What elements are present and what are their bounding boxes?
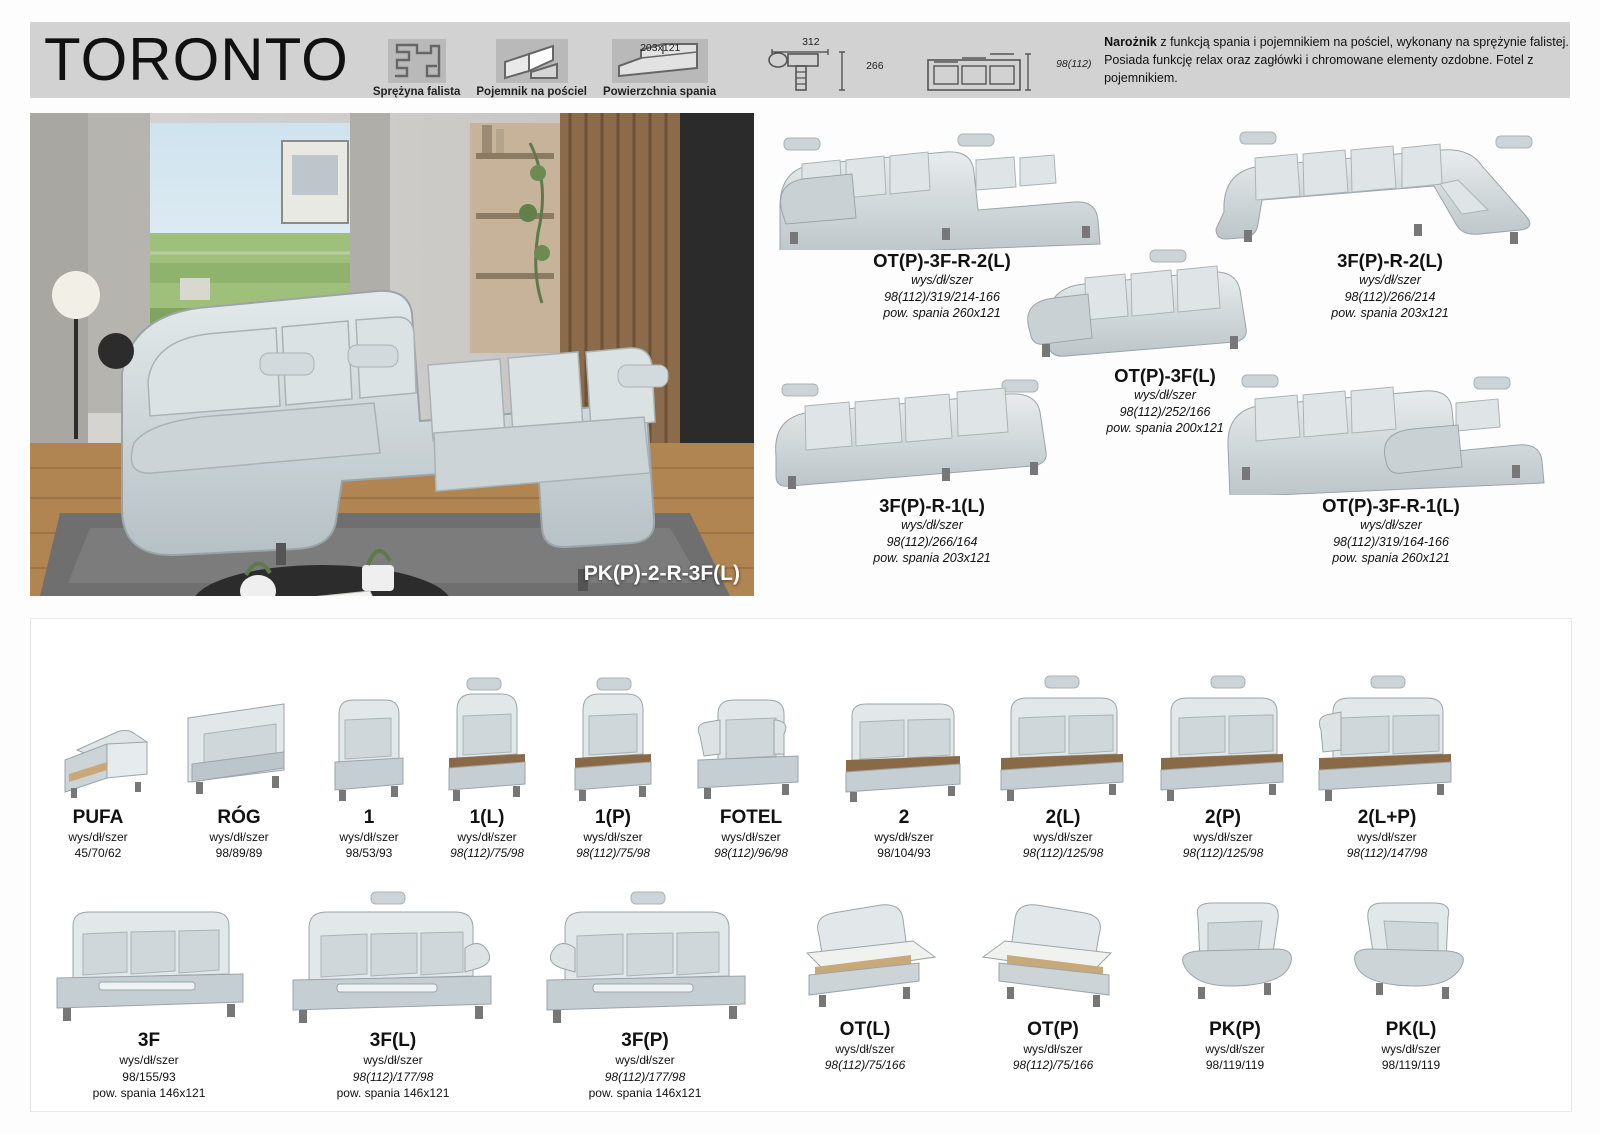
feature-label: Pojemnik na pościel — [476, 86, 587, 98]
variant-image — [1212, 365, 1570, 495]
module-row-2 — [31, 851, 1571, 1101]
module-dims: 98/89/89 — [215, 845, 263, 860]
variant-spec-label: wys/dł/szer — [1359, 273, 1421, 287]
module-image — [321, 678, 417, 803]
module-dims: 98(112)/125/98 — [1182, 845, 1264, 860]
module-name: PUFA — [72, 806, 124, 828]
module-spec-label: wys/dł/szer — [1023, 1041, 1083, 1056]
feature-label: Sprężyna falista — [372, 86, 461, 98]
module-dims: 98(112)/177/98 — [352, 1069, 434, 1084]
module-dims: 98(112)/125/98 — [1022, 845, 1104, 860]
variant-image — [1210, 120, 1570, 250]
module-image — [531, 886, 759, 1026]
module-dims: 98(112)/75/98 — [576, 845, 650, 860]
variant-name: OT(P)-3F-R-2(L) — [873, 250, 1011, 271]
module-spec-label: wys/dł/szer — [363, 1053, 423, 1068]
variant-image — [1000, 240, 1330, 365]
module-sleep: pow. spania 146x121 — [588, 1085, 702, 1100]
module-name: RÓG — [217, 806, 261, 828]
variant-sleep: pow. spania 203x121 — [1331, 306, 1449, 320]
module-image — [1309, 668, 1465, 803]
variant-name: OT(P)-3F(L) — [1114, 365, 1216, 386]
module-dims: 98(112)/75/166 — [824, 1057, 906, 1072]
module-spec-label: wys/dł/szer — [1193, 829, 1253, 844]
module-spec-label: wys/dł/szer — [119, 1053, 179, 1068]
variant-sleep: pow. spania 260x121 — [883, 306, 1001, 320]
module-2-p — [1143, 668, 1303, 861]
variant-spec-label: wys/dł/szer — [911, 273, 973, 287]
module-spec-label: wys/dł/szer — [1033, 829, 1093, 844]
module-2 — [825, 678, 983, 861]
module-name: 1 — [363, 806, 375, 828]
seat-depth-side-dimension: 266 — [866, 60, 884, 72]
module-ot-l — [771, 887, 959, 1101]
module-dims: 98/53/93 — [345, 845, 393, 860]
module-dims: 98(112)/96/98 — [714, 845, 788, 860]
module-name: OT(P) — [1027, 1018, 1079, 1040]
module-name: OT(L) — [839, 1018, 891, 1040]
variant-spec-label: wys/dł/szer — [901, 518, 963, 532]
module-name: 3F(L) — [369, 1030, 417, 1052]
module-name: 1(P) — [595, 806, 631, 828]
module-name: 2 — [898, 806, 910, 828]
module-image — [43, 886, 255, 1026]
module-name: 2(P) — [1205, 806, 1241, 828]
module-image — [1149, 668, 1297, 803]
module-dims: 98/155/93 — [122, 1069, 176, 1084]
module-1 — [313, 678, 425, 861]
module-name: 1(L) — [469, 806, 505, 828]
module-spec-label: wys/dł/szer — [583, 829, 643, 844]
module-pk-p — [1147, 887, 1323, 1101]
module-image — [43, 688, 153, 803]
variant-dims: 98(112)/319/164-166 — [1333, 534, 1449, 549]
sleeping-surface-dimension: 203x121 — [640, 42, 681, 54]
bedding-container-icon — [495, 38, 569, 84]
module-image — [557, 668, 669, 803]
module-dims: 45/70/62 — [74, 845, 122, 860]
brand-title: TORONTO — [44, 26, 349, 93]
hero-photo — [30, 113, 754, 596]
module-spec-label: wys/dł/szer — [874, 829, 934, 844]
product-description-lead: Narożnik — [1104, 34, 1157, 49]
module-dims: 98(112)/75/166 — [1012, 1057, 1094, 1072]
module-sleep: pow. spania 146x121 — [336, 1085, 450, 1100]
module-image — [688, 678, 814, 803]
module-dims: 98/119/119 — [1205, 1057, 1265, 1072]
module-name: 3F — [137, 1030, 161, 1052]
module-dims: 98/104/93 — [877, 845, 931, 860]
variant-sleep: pow. spania 200x121 — [1106, 421, 1224, 435]
module-name: 2(L) — [1045, 806, 1081, 828]
module-spec-label: wys/dł/szer — [68, 829, 128, 844]
module-pufa — [31, 688, 165, 861]
module-image — [279, 886, 507, 1026]
module-1-l — [425, 668, 549, 861]
page-header — [30, 22, 1570, 98]
module-image — [989, 668, 1137, 803]
module-row-1 — [31, 631, 1571, 861]
module-image — [973, 887, 1133, 1015]
module-3f — [31, 886, 267, 1101]
product-description — [1104, 33, 1570, 87]
variant-dims: 98(112)/266/164 — [886, 534, 978, 549]
feature-bedding-container — [476, 26, 587, 98]
module-spec-label: wys/dł/szer — [721, 829, 781, 844]
feature-label: Powierzchnia spania — [602, 86, 717, 98]
module-spec-label: wys/dł/szer — [1357, 829, 1417, 844]
module-spec-label: wys/dł/szer — [457, 829, 517, 844]
armrest-height-dimension: 98(112) — [1056, 58, 1092, 70]
variant-name: 3F(P)-R-1(L) — [879, 495, 985, 516]
module-name: PK(L) — [1385, 1018, 1437, 1040]
variant-spec-label: wys/dł/szer — [1134, 388, 1196, 402]
variant-3f-p-r-1-l — [762, 370, 1102, 567]
variant-name: 3F(P)-R-2(L) — [1337, 250, 1443, 271]
hero-label: PK(P)-2-R-3F(L) — [583, 562, 740, 585]
feature-icon-row — [372, 22, 1092, 98]
wavy-spring-icon — [387, 38, 447, 84]
variant-spec-label: wys/dł/szer — [1360, 518, 1422, 532]
module-dims: 98(112)/147/98 — [1346, 845, 1428, 860]
module-spec-label: wys/dł/szer — [1381, 1041, 1441, 1056]
module-1-p — [549, 668, 677, 861]
module-image — [174, 678, 304, 803]
variant-dims: 98(112)/266/214 — [1344, 289, 1436, 304]
module-dims: 98(112)/75/98 — [450, 845, 524, 860]
module-sleep: pow. spania 146x121 — [92, 1085, 206, 1100]
variant-ot-p-3f-r-1-l — [1212, 365, 1570, 567]
module-spec-label: wys/dł/szer — [339, 829, 399, 844]
module-2-lp — [1303, 668, 1471, 861]
module-spec-label: wys/dł/szer — [615, 1053, 675, 1068]
module-name: FOTEL — [719, 806, 783, 828]
module-ot-p — [959, 887, 1147, 1101]
module-image — [785, 887, 945, 1015]
module-3f-l — [267, 886, 519, 1101]
module-spec-label: wys/dł/szer — [835, 1041, 895, 1056]
armrest-height-icon — [924, 46, 1034, 96]
module-image — [433, 668, 541, 803]
module-fotel — [677, 678, 825, 861]
module-rog — [165, 678, 313, 861]
variant-image — [762, 370, 1102, 495]
module-grid — [30, 618, 1572, 1112]
module-dims: 98/119/119 — [1381, 1057, 1441, 1072]
module-pk-l — [1323, 887, 1499, 1101]
module-dims: 98(112)/177/98 — [604, 1069, 686, 1084]
module-name: 2(L+P) — [1357, 806, 1417, 828]
module-image — [1160, 887, 1310, 1015]
module-image — [834, 678, 974, 803]
seat-depth-top-dimension: 312 — [802, 36, 820, 48]
variant-name: OT(P)-3F-R-1(L) — [1322, 495, 1460, 516]
module-name: PK(P) — [1209, 1018, 1261, 1040]
feature-wavy-spring — [373, 26, 461, 98]
module-spec-label: wys/dł/szer — [209, 829, 269, 844]
variant-dims: 98(112)/252/166 — [1119, 404, 1211, 419]
variant-sleep: pow. spania 260x121 — [1332, 551, 1450, 565]
variant-dims: 98(112)/319/214-166 — [884, 289, 1000, 304]
variant-gallery — [762, 110, 1570, 602]
module-2-l — [983, 668, 1143, 861]
variant-image — [762, 120, 1122, 250]
variant-sleep: pow. spania 203x121 — [873, 551, 991, 565]
module-image — [1336, 887, 1486, 1015]
feature-armrest-height — [924, 26, 1034, 98]
module-name: 3F(P) — [621, 1030, 669, 1052]
module-spec-label: wys/dł/szer — [1205, 1041, 1265, 1056]
product-description-text: z funkcją spania i pojemnikiem na pościel, wykonany na sprężynie falistej. Posiada funkcję relax oraz zagłówki i chromowane elementy ozdobne. Fotel z pojemnikiem. — [1104, 34, 1569, 86]
feature-sleeping-surface — [603, 26, 716, 98]
module-3f-p — [519, 886, 771, 1101]
